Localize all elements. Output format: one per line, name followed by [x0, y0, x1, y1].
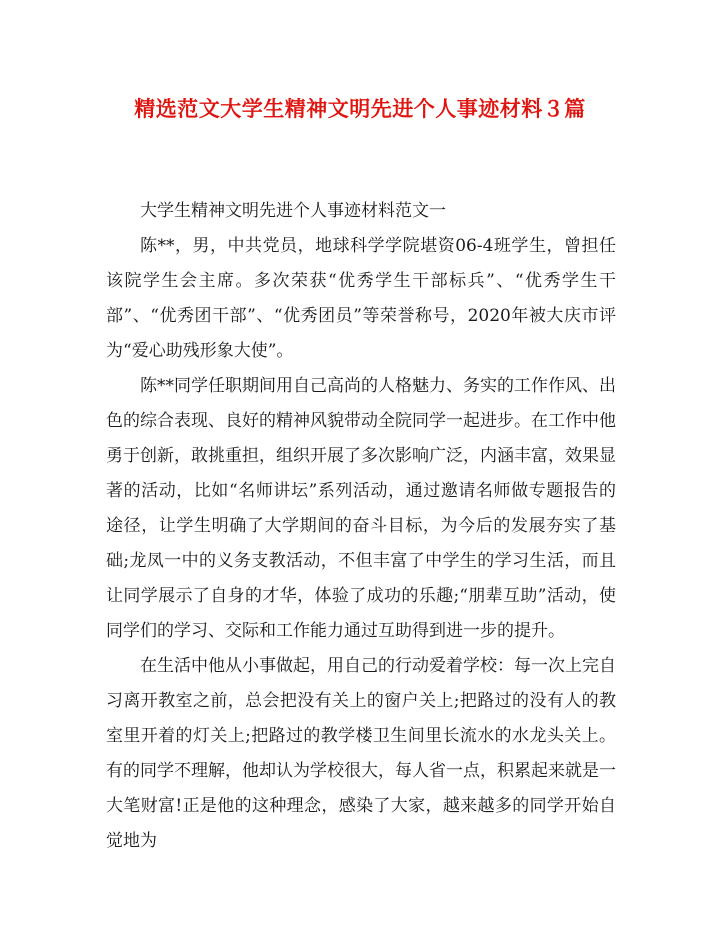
section-subtitle: 大学生精神文明先进个人事迹材料范文一	[140, 201, 446, 221]
document-body	[106, 194, 616, 859]
paragraph-1: 陈**，男，中共党员，地球科学学院堪资06-4班学生，曾担任该院学生会主席。多次荣获“优秀学生干部标兵”、“优秀学生干部”、“优秀团干部”、“优秀团员”等荣誉称号，2020年被大庆市评为“爱心助残形象大使”。	[106, 236, 616, 361]
page-title: 精选范文大学生精神文明先进个人事迹材料３篇	[134, 96, 586, 121]
paragraph-3: 在生活中他从小事做起，用自己的行动爱着学校：每一次上完自习离开教室之前，总会把没有关上的窗户关上;把路过的没有人的教室里开着的灯关上;把路过的教学楼卫生间里长流水的水龙头关上。有的同学不理解，他却认为学校很大，每人省一点，积累起来就是一大笔财富!正是他的这种理念，感染了大家，越来越多的同学开始自觉地为	[106, 656, 616, 851]
paragraph-2: 陈**同学任职期间用自己高尚的人格魅力、务实的工作作风、出色的综合表现、良好的精神风貌带动全院同学一起进步。在工作中他勇于创新，敢挑重担，组织开展了多次影响广泛，内涵丰富，效果显著的活动，比如“名师讲坛”系列活动，通过邀请名师做专题报告的途径，让学生明确了大学期间的奋斗目标，为今后的发展夯实了基础;龙凤一中的义务支教活动，不但丰富了中学生的学习生活，而且让同学展示了自身的才华，体验了成功的乐趣;“朋辈互助”活动，使同学们的学习、交际和工作能力通过互助得到进一步的提升。	[106, 376, 616, 641]
